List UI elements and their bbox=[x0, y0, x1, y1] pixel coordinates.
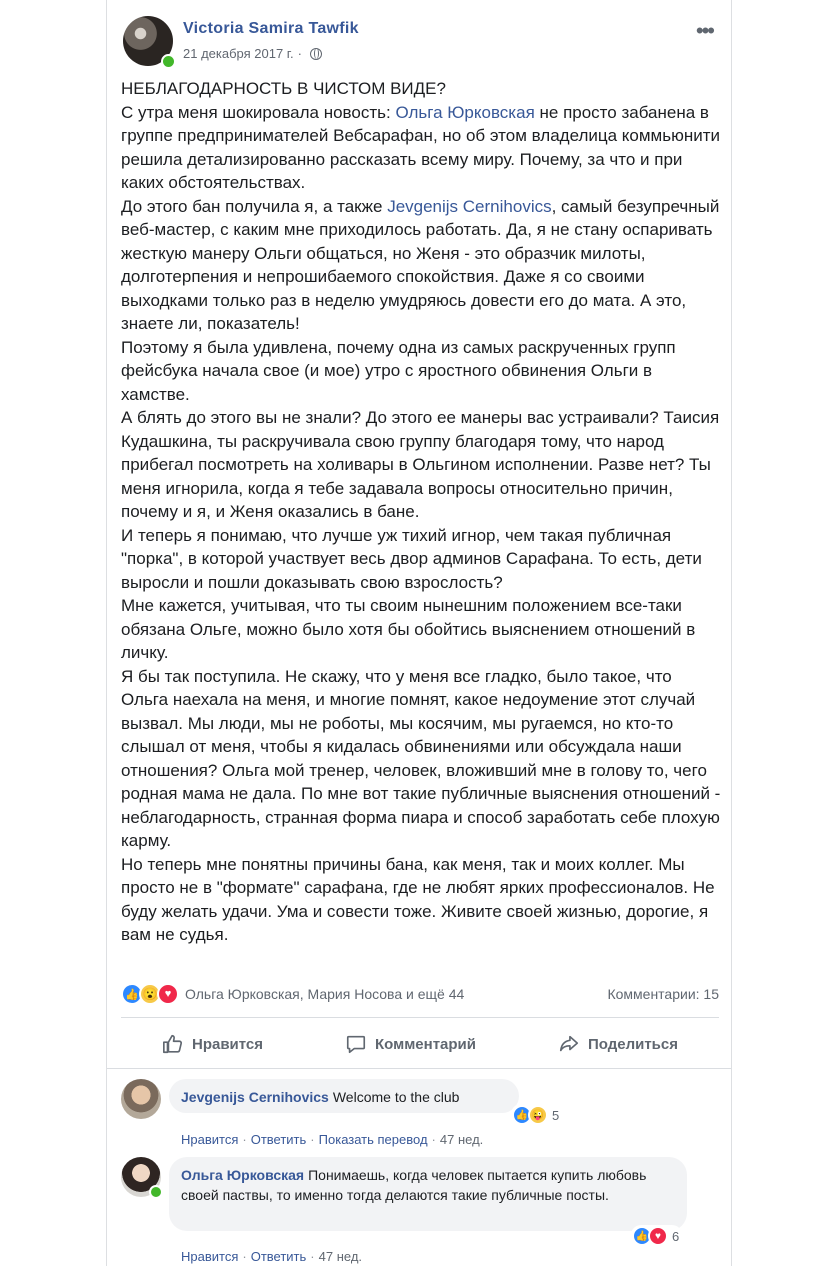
comment-reply-link[interactable]: Ответить bbox=[250, 1132, 307, 1147]
post-paragraph bbox=[121, 853, 721, 947]
online-status-icon bbox=[161, 54, 176, 69]
paragraph-text: Поэтому я была удивлена, почему одна из самых раскрученных групп фейсбука начала свое (и мое) утро с яростного обвинения Ольги в хамстве. bbox=[121, 337, 676, 404]
comments-section bbox=[107, 1069, 731, 1266]
share-button[interactable] bbox=[548, 1027, 688, 1061]
comment-like-link[interactable]: Нравится bbox=[181, 1132, 239, 1147]
comments-count-link[interactable]: Комментарии: 15 bbox=[607, 986, 719, 1002]
paragraph-text: , самый безупречный веб-мастер, с каким мне приходилось работать. Да, я не стану оспаривать жесткую манеру Ольги общаться, но Женя - это образчик милоты, долготерпения и непрошибаемого спокойствия. Даже я со своими выходками только раз в неделю умудряюсь довести его до мата. А это, знаете ли, показатель! bbox=[121, 196, 720, 333]
comment-time[interactable]: 47 нед. bbox=[439, 1132, 484, 1147]
haha-reaction-icon: 😜 bbox=[528, 1105, 548, 1125]
post-author-name[interactable]: Victoria Samira Tawfik bbox=[183, 20, 359, 37]
paragraph-text: НЕБЛАГОДАРНОСТЬ В ЧИСТОМ ВИДЕ? bbox=[121, 79, 446, 98]
reactions-summary[interactable] bbox=[121, 980, 719, 1008]
post-paragraph bbox=[121, 665, 721, 853]
comment-author[interactable]: Ольга Юрковская bbox=[181, 1167, 305, 1183]
love-reaction-icon: ♥ bbox=[648, 1226, 668, 1246]
like-reaction-icon: 👍 bbox=[121, 983, 143, 1005]
meta-separator: · bbox=[297, 46, 302, 61]
divider bbox=[121, 1017, 719, 1018]
post-paragraph bbox=[121, 195, 721, 336]
reaction-icons bbox=[121, 983, 179, 1005]
like-reaction-icon: 👍 bbox=[512, 1105, 532, 1125]
like-button[interactable] bbox=[152, 1027, 273, 1061]
paragraph-text: А блять до этого вы не знали? До этого ее манеры вас устраивали? Таисия Кудашкина, ты раскручивала свою группу благодаря тому, что народ прибегал посмотреть на холивары в Ольгином исполнении. Разве нет? Ты меня игнорила, когда я тебе задавала вопросы относительно причин, почему и я, и Женя оказались в бане. bbox=[121, 408, 720, 521]
comment-like-link[interactable]: Нравится bbox=[181, 1249, 239, 1264]
commenter-avatar[interactable] bbox=[121, 1079, 161, 1119]
globe-icon[interactable] bbox=[310, 48, 322, 60]
comment-reply-link[interactable]: Ответить bbox=[250, 1249, 307, 1264]
paragraph-text: не просто забанена в группе предпринимателей Вебсарафан, но об этом владелица коммьюнити решила детализированно рассказать всему миру. Почему, за что и при каких обстоятельствах. bbox=[121, 102, 721, 192]
comment-actions bbox=[181, 1132, 483, 1147]
comment-actions bbox=[181, 1249, 362, 1264]
post-meta bbox=[183, 46, 322, 61]
action-bar bbox=[121, 1024, 719, 1064]
paragraph-text: Я бы так поступила. Не скажу, что у меня все гладко, было такое, что Ольга наехала на меня, и многие помнят, какое недоумение этот случай вызвал. Мы люди, мы не роботы, мы косячим, мы ругаемся, но кто-то слышал от меня, чтобы я кидалась обвинениями или обсуждала наши отношения? Ольга мой тренер, человек, вложивший мне в голову то, чего родная мама не дала. По мне вот такие публичные выяснения отношений - неблагодарность, странная форма пиара и способ заработать себе плохую карму. bbox=[121, 666, 721, 850]
comment-reaction-count: 6 bbox=[672, 1228, 680, 1244]
love-reaction-icon: ♥ bbox=[157, 983, 179, 1005]
link-separator: · bbox=[242, 1249, 247, 1264]
comment-bubble bbox=[169, 1079, 519, 1113]
comment-item bbox=[121, 1079, 719, 1149]
mention-link[interactable]: Jevgenijs Cernihovics bbox=[387, 196, 552, 216]
more-options-icon[interactable]: ••• bbox=[695, 18, 713, 43]
comment-reaction-count: 5 bbox=[552, 1107, 560, 1123]
link-separator: · bbox=[310, 1132, 315, 1147]
like-button-label: Нравится bbox=[191, 1035, 264, 1053]
comment-bubble bbox=[169, 1157, 687, 1231]
paragraph-text: И теперь я понимаю, что лучше уж тихий игнор, чем такая публичная "порка", в которой участвует весь двор админов Сарафана. То есть, дети выросли и пошли доказывать свою взрослость? bbox=[121, 525, 702, 592]
post-paragraph bbox=[121, 101, 721, 195]
link-separator: · bbox=[310, 1249, 315, 1264]
show-translation-link[interactable]: Показать перевод bbox=[318, 1132, 428, 1147]
link-separator: · bbox=[242, 1132, 247, 1147]
comment-text: Welcome to the club bbox=[332, 1089, 460, 1105]
comment-reactions[interactable] bbox=[631, 1225, 682, 1247]
post-date[interactable]: 21 декабря 2017 г. bbox=[183, 46, 294, 61]
post-header bbox=[123, 16, 713, 72]
comment-button-label: Комментарий bbox=[374, 1035, 476, 1053]
post-paragraph bbox=[121, 594, 721, 665]
paragraph-text: Мне кажется, учитывая, что ты своим нынешним положением все-таки обязана Ольге, можно было хотя бы обойтись выяснением отношений в личку. bbox=[121, 596, 696, 662]
post-body bbox=[121, 77, 721, 947]
post-paragraph bbox=[121, 77, 721, 101]
post-paragraph bbox=[121, 406, 721, 524]
paragraph-text: С утра меня шокировала новость: bbox=[121, 102, 396, 122]
comment-time[interactable]: 47 нед. bbox=[318, 1249, 363, 1264]
link-separator: · bbox=[431, 1132, 436, 1147]
share-button-label: Поделиться bbox=[587, 1035, 678, 1053]
wow-reaction-icon: 😮 bbox=[139, 983, 161, 1005]
comment-text: Понимаешь, когда человек пытается купить любовь своей паствы, то именно тогда делаются такие публичные посты. bbox=[181, 1167, 647, 1203]
post-card bbox=[106, 0, 732, 1266]
comment-reactions[interactable] bbox=[511, 1104, 562, 1126]
mention-link[interactable]: Ольга Юрковская bbox=[395, 102, 535, 122]
reaction-names[interactable]: Ольга Юрковская, Мария Носова и ещё 44 bbox=[185, 986, 465, 1002]
post-paragraph bbox=[121, 524, 721, 595]
like-reaction-icon: 👍 bbox=[632, 1226, 652, 1246]
paragraph-text: До этого бан получила я, а также bbox=[121, 196, 388, 216]
comment-icon bbox=[345, 1033, 367, 1055]
thumbs-up-icon bbox=[162, 1033, 184, 1055]
comment-author[interactable]: Jevgenijs Cernihovics bbox=[181, 1089, 329, 1105]
post-paragraph bbox=[121, 336, 721, 407]
comment-button[interactable] bbox=[335, 1027, 486, 1061]
paragraph-text: Но теперь мне понятны причины бана, как меня, так и моих коллег. Мы просто не в "формате" сарафана, где не любят ярких профессионалов. Не буду желать удачи. Ума и совести тоже. Живите своей жизнью, дорогие, я вам не судья. bbox=[121, 854, 715, 944]
share-icon bbox=[558, 1033, 580, 1055]
comment-item bbox=[121, 1157, 719, 1264]
online-status-icon bbox=[149, 1185, 163, 1199]
